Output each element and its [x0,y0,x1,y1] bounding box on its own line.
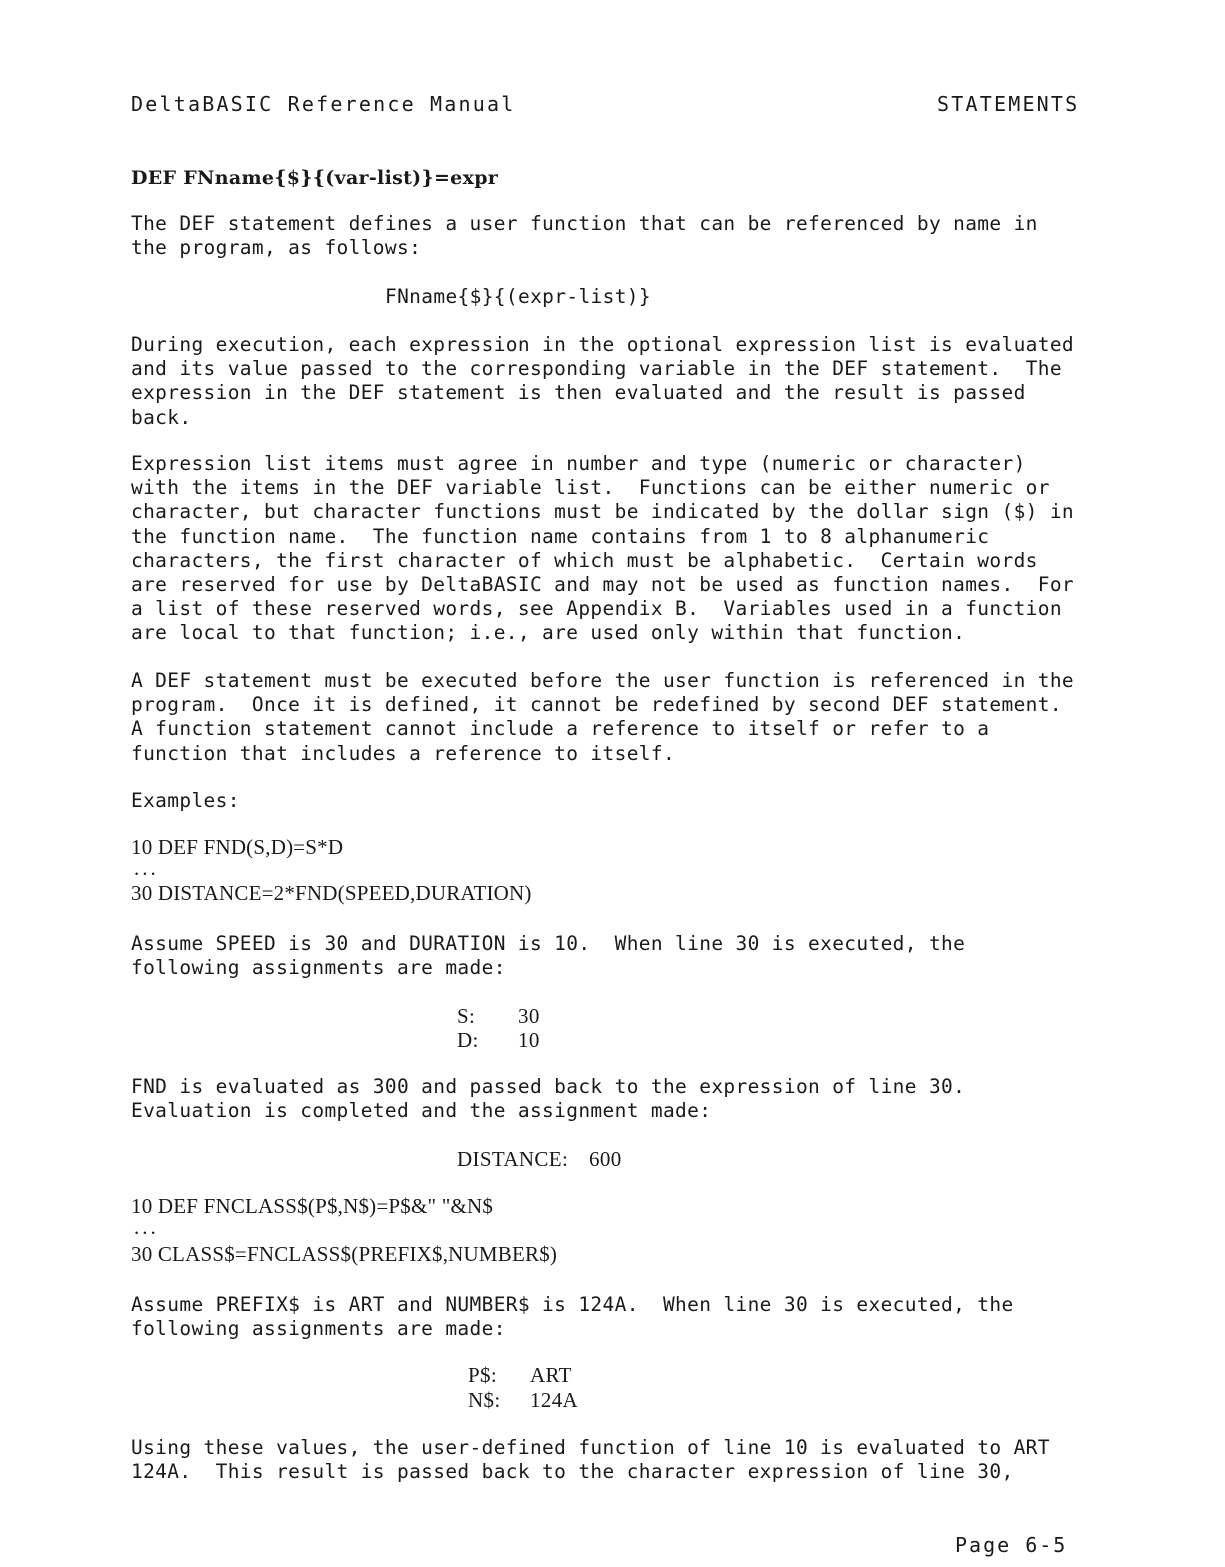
example2-line30: 30 CLASS$=FNCLASS$(PREFIX$,NUMBER$) [131,1242,558,1266]
expression-list-paragraph: Expression list items must agree in number and type (numeric or character) with the items in the DEF variable list. Functions can be either numeric or character, but character functions must be indicated by the dollar sign ($) in the function name. The function name contains from 1 to 8 alphanumeric characters, the first character of which must be alphabetic. Certain words are reserved for use by DeltaBASIC and may not be used as function names. For a list of these reserved words, see Appendix B. Variables used in a function are local to that function; i.e., are used only within that function. [131,452,1075,645]
example2-ellipsis: ... [134,1215,159,1239]
assignment-value: 124A [530,1388,579,1412]
result-value: 600 [589,1147,622,1171]
assignment-value: 10 [518,1028,540,1052]
example1-result-text: FND is evaluated as 300 and passed back to the expression of line 30. Evaluation is completed and the assignment made: [131,1075,966,1123]
execution-paragraph: During execution, each expression in the optional expression list is evaluated and its value passed to the corresponding variable in the DEF statement. The expression in the DEF statement is then evaluated and the result is passed back. [131,333,1075,429]
assignment-var: D: [457,1028,479,1052]
section-title: STATEMENTS [937,92,1080,116]
usage-syntax: FNname{$}{(expr-list)} [385,285,651,308]
result-var: DISTANCE: [457,1147,569,1171]
page-number: Page 6-5 [955,1533,1068,1557]
assignment-value: 30 [518,1004,540,1028]
example1-ellipsis: ... [134,856,159,880]
intro-paragraph: The DEF statement defines a user function that can be referenced by name in the program, as follows: [131,212,1038,260]
examples-label: Examples: [131,789,240,812]
example2-line10: 10 DEF FNCLASS$(P$,N$)=P$&" "&N$ [131,1194,494,1218]
example2-closing-paragraph: Using these values, the user-defined function of line 10 is evaluated to ART 124A. This result is passed back to the character expression of line 30, [131,1436,1050,1484]
example2-explanation: Assume PREFIX$ is ART and NUMBER$ is 124A. When line 30 is executed, the following assignments are made: [131,1293,1014,1341]
example1-explanation: Assume SPEED is 30 and DURATION is 10. When line 30 is executed, the following assignments are made: [131,932,966,980]
syntax-heading: DEF FNname{$}{(var-list)}=expr [131,167,499,189]
def-rules-paragraph: A DEF statement must be executed before the user function is referenced in the program. Once it is defined, it cannot be redefined by second DEF statement. A function statement cannot include a reference to itself or refer to a function that includes a reference to itself. [131,669,1075,765]
example1-line10: 10 DEF FND(S,D)=S*D [131,835,344,859]
manual-title: DeltaBASIC Reference Manual [131,92,516,116]
assignment-value: ART [530,1363,572,1387]
assignment-var: S: [457,1004,476,1028]
example1-line30: 30 DISTANCE=2*FND(SPEED,DURATION) [131,881,532,905]
assignment-var: N$: [468,1388,501,1412]
assignment-var: P$: [468,1363,498,1387]
